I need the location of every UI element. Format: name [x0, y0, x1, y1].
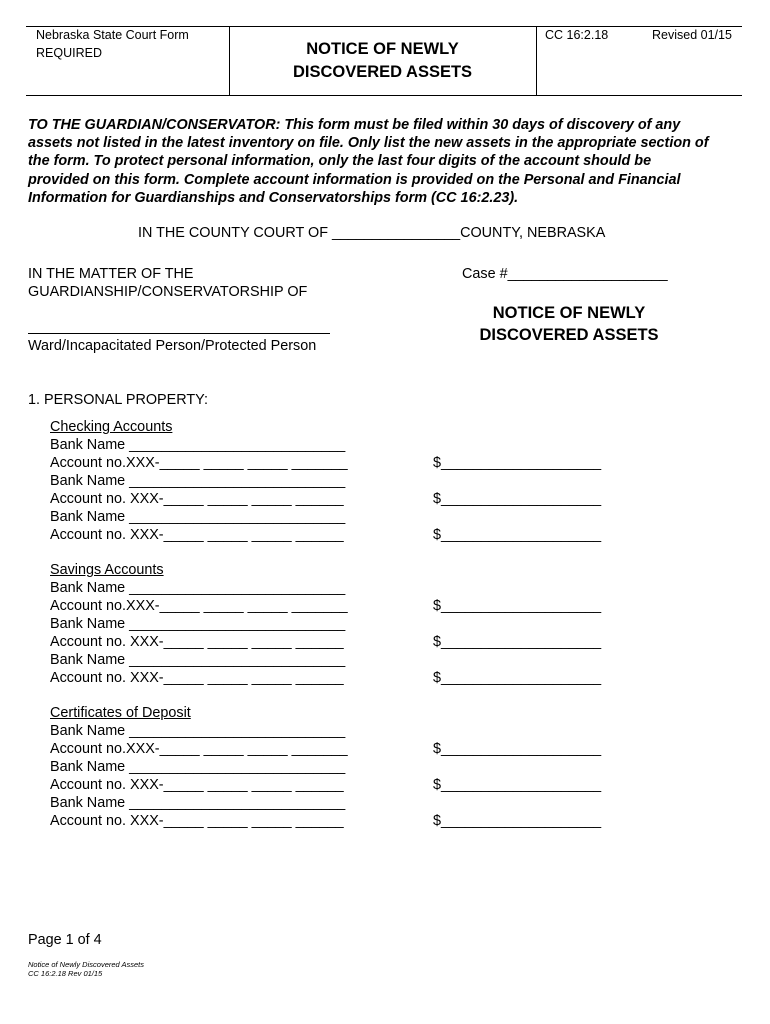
header-title-line1: NOTICE OF NEWLY: [306, 40, 459, 58]
amount-field[interactable]: $____________________: [433, 813, 602, 829]
instruction-line: the form. To protect personal information, only the last four digits of the account should be: [28, 153, 652, 170]
account-number-field[interactable]: Account no. XXX-_____ _____ _____ ______: [50, 777, 344, 793]
instruction-line: provided on this form. Complete account information is provided on the Personal and Financial: [28, 171, 681, 188]
amount-field[interactable]: $____________________: [433, 598, 602, 614]
revised-date: Revised 01/15: [652, 28, 732, 42]
account-number-field[interactable]: Account no. XXX-_____ _____ _____ ______: [50, 634, 344, 650]
bank-name-field[interactable]: Bank Name ___________________________: [50, 580, 346, 596]
header-bottom-rule: [26, 95, 742, 96]
amount-field[interactable]: $____________________: [433, 777, 602, 793]
matter-line1: IN THE MATTER OF THE: [28, 266, 194, 282]
bank-name-field[interactable]: Bank Name ___________________________: [50, 759, 346, 775]
header-top-rule: [26, 26, 742, 27]
ward-label: Ward/Incapacitated Person/Protected Person: [28, 338, 317, 354]
header-divider-right: [536, 26, 537, 95]
instruction-line: Information for Guardianships and Conservatorships form (CC 16:2.23).: [28, 189, 519, 206]
bank-name-field[interactable]: Bank Name ___________________________: [50, 437, 346, 453]
amount-field[interactable]: $____________________: [433, 455, 602, 471]
account-number-field[interactable]: Account no. XXX-_____ _____ _____ ______: [50, 813, 344, 829]
group-title-cd: Certificates of Deposit: [50, 705, 191, 721]
notice-title-line1: NOTICE OF NEWLY: [492, 304, 646, 322]
case-number-field[interactable]: Case #____________________: [462, 266, 668, 282]
bank-name-field[interactable]: Bank Name ___________________________: [50, 509, 346, 525]
form-source: Nebraska State Court Form: [36, 28, 189, 42]
bank-name-field[interactable]: Bank Name ___________________________: [50, 616, 346, 632]
amount-field[interactable]: $____________________: [433, 491, 602, 507]
amount-field[interactable]: $____________________: [433, 741, 602, 757]
bank-name-field[interactable]: Bank Name ___________________________: [50, 795, 346, 811]
account-number-field[interactable]: Account no.XXX-_____ _____ _____ _______: [50, 741, 348, 757]
notice-title-line2: DISCOVERED ASSETS: [479, 326, 659, 344]
notice-title: [440, 302, 698, 346]
form-number: CC 16:2.18: [545, 28, 609, 42]
required-label: REQUIRED: [36, 46, 102, 60]
amount-field[interactable]: $____________________: [433, 527, 602, 543]
header-title: [229, 38, 536, 84]
court-line[interactable]: IN THE COUNTY COURT OF ________________COUNTY, NEBRASKA: [138, 225, 606, 241]
amount-field[interactable]: $____________________: [433, 670, 602, 686]
account-number-field[interactable]: Account no. XXX-_____ _____ _____ ______: [50, 527, 344, 543]
group-title-savings: Savings Accounts: [50, 562, 164, 578]
header-title-line2: DISCOVERED ASSETS: [292, 63, 473, 81]
bank-name-field[interactable]: Bank Name ___________________________: [50, 473, 346, 489]
ward-name-field[interactable]: [28, 333, 330, 334]
instruction-line: assets not listed in the latest inventory on file. Only list the new assets in the appropriate section of: [28, 135, 709, 152]
footer-doc-rev: CC 16:2.18 Rev 01/15: [28, 969, 103, 978]
account-number-field[interactable]: Account no. XXX-_____ _____ _____ ______: [50, 670, 344, 686]
account-number-field[interactable]: Account no. XXX-_____ _____ _____ ______: [50, 491, 344, 507]
bank-name-field[interactable]: Bank Name ___________________________: [50, 723, 346, 739]
instructions: [28, 116, 748, 207]
bank-name-field[interactable]: Bank Name ___________________________: [50, 652, 346, 668]
account-number-field[interactable]: Account no.XXX-_____ _____ _____ _______: [50, 455, 348, 471]
instruction-line: TO THE GUARDIAN/CONSERVATOR: This form must be filed within 30 days of discovery of any: [28, 117, 681, 133]
group-title-checking: Checking Accounts: [50, 419, 173, 435]
footer-doc-name: Notice of Newly Discovered Assets: [28, 960, 145, 969]
amount-field[interactable]: $____________________: [433, 634, 602, 650]
section-heading: 1. PERSONAL PROPERTY:: [28, 392, 208, 408]
page-number: Page 1 of 4: [28, 932, 102, 948]
account-number-field[interactable]: Account no.XXX-_____ _____ _____ _______: [50, 598, 348, 614]
matter-line2: GUARDIANSHIP/CONSERVATORSHIP OF: [28, 284, 308, 300]
